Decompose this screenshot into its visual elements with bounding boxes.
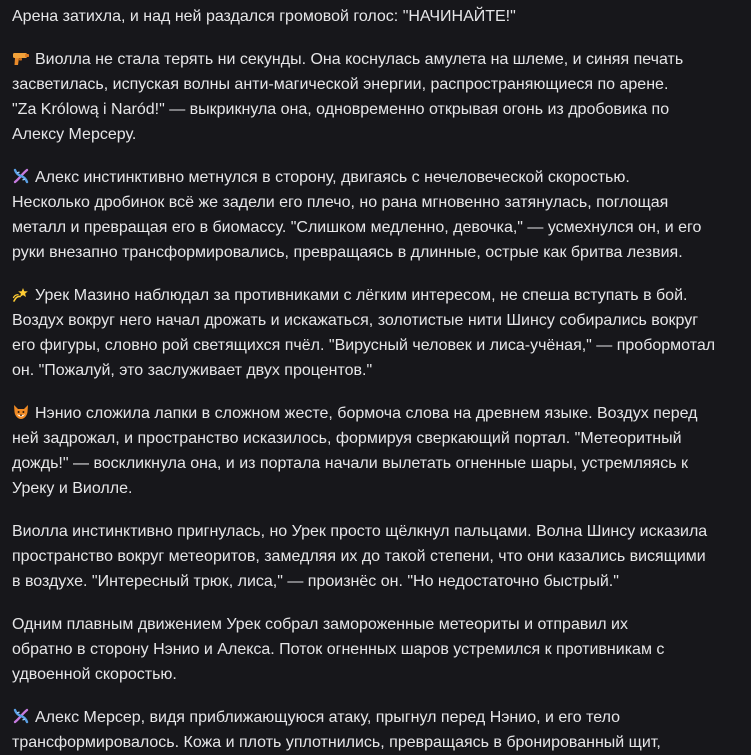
story-paragraph — [12, 519, 741, 594]
story-paragraph — [12, 705, 741, 755]
text-line: Алекс Мерсер, видя приближающуюся атаку, прыгнул перед Нэнио, и его тело — [35, 709, 621, 726]
text-line: Одним плавным движением Урек собрал замороженные метеориты и отправил их — [12, 616, 628, 633]
text-line: Виолла не стала терять ни секунды. Она коснулась амулета на шлеме, и синяя печать — [35, 51, 684, 68]
water-pistol-icon — [12, 49, 30, 67]
text-line: металл и превращая его в биомассу. "Слишком медленно, девочка," — усмехнулся он, и его — [12, 219, 702, 236]
text-line: Урек Мазино наблюдал за противниками с лёгким интересом, не спеша вступать в бой. — [35, 287, 688, 304]
fox-icon — [12, 403, 30, 421]
text-line: обратно в сторону Нэнио и Алекса. Поток огненных шаров устремился к противникам с — [12, 641, 665, 658]
dna-icon — [12, 167, 30, 185]
story-paragraph — [12, 283, 741, 383]
text-line: засветилась, испуская волны анти-магической энергии, распространяющиеся по арене. — [12, 76, 669, 93]
story-paragraph — [12, 165, 741, 265]
text-line: его фигуры, словно рой светящихся пчёл. "Вирусный человек и лиса-учёная," — пробормотал — [12, 337, 716, 354]
story-paragraph — [12, 401, 741, 501]
text-line: удвоенной скоростью. — [12, 666, 177, 683]
text-line: дождь!" — воскликнула она, и из портала начали вылетать огненные шары, устремляясь к — [12, 455, 688, 472]
text-line: пространство вокруг метеоритов, замедляя их до такой степени, что они казались висящими — [12, 548, 706, 565]
text-line: Уреку и Виолле. — [12, 480, 133, 497]
text-line: он. "Пожалуй, это заслуживает двух процентов." — [12, 362, 373, 379]
story-paragraph — [12, 612, 741, 687]
text-line: ней задрожал, и пространство исказилось, формируя сверкающий портал. "Метеоритный — [12, 430, 682, 447]
text-line: "Za Królową i Naród!" — выкрикнула она, одновременно открывая огонь из дробовика по — [12, 101, 670, 118]
text-line: руки внезапно трансформировались, превращаясь в длинные, острые как бритва лезвия. — [12, 244, 683, 261]
text-line: в воздухе. "Интересный трюк, лиса," — произнёс он. "Но недостаточно быстрый." — [12, 573, 619, 590]
dizzy-star-icon — [12, 285, 30, 303]
story-paragraph — [12, 47, 741, 147]
text-line: Арена затихла, и над ней раздался громовой голос: "НАЧИНАЙТЕ!" — [12, 8, 516, 25]
text-line: трансформировалось. Кожа и плоть уплотнились, превращаясь в бронированный щит, — [12, 734, 661, 751]
text-line: Виолла инстинктивно пригнулась, но Урек просто щёлкнул пальцами. Волна Шинсу исказила — [12, 523, 708, 540]
story-paragraph — [12, 4, 741, 29]
text-line: Воздух вокруг него начал дрожать и искажаться, золотистые нити Шинсу собирались вокруг — [12, 312, 699, 329]
text-line: Алекс инстинктивно метнулся в сторону, двигаясь с нечеловеческой скоростью. — [35, 169, 630, 186]
text-line: Нэнио сложила лапки в сложном жесте, бормоча слова на древнем языке. Воздух перед — [35, 405, 698, 422]
dna-icon — [12, 707, 30, 725]
text-line: Несколько дробинок всё же задели его плечо, но рана мгновенно затянулась, поглощая — [12, 194, 669, 211]
text-line: Алексу Мерсеру. — [12, 126, 137, 143]
